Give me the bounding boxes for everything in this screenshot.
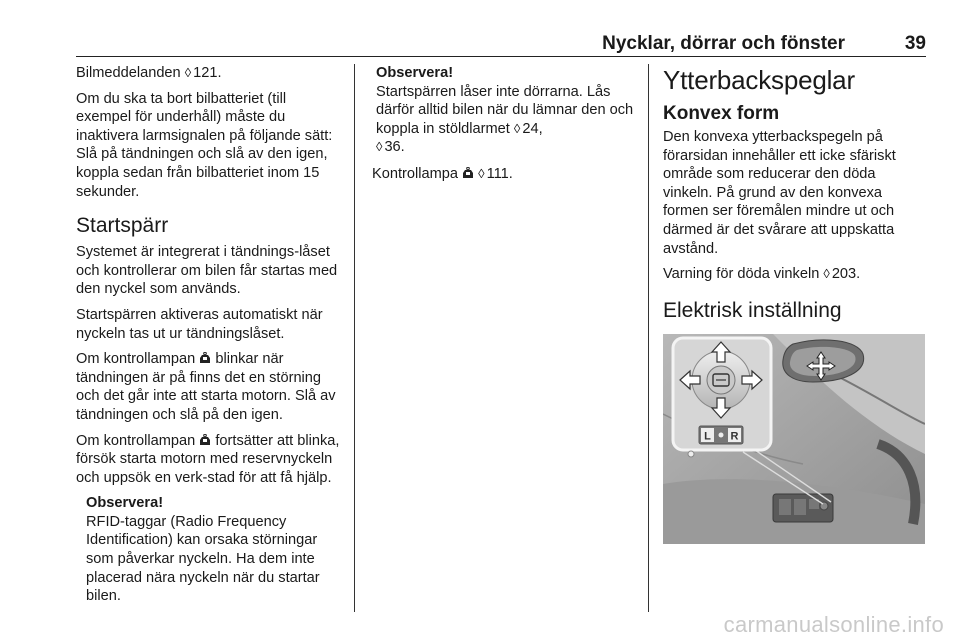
paragraph: Den konvexa ytterbackspegeln på förarsidan innehåller ett icke sfäriskt område som reducerar den döda vinkeln. På grund av den konvexa formen ser föremålen mindre ut och därmed är det svårare att uppskatta avstånd.: [663, 129, 896, 257]
note-text: RFID-taggar (Radio Frequency Identification) kan orsaka störningar som påverkar nyckeln. Ha dem inte placerad nära nyckeln när du startar bilen.: [86, 513, 320, 605]
cross-reference-icon: ◊: [184, 65, 192, 80]
page-reference[interactable]: 111.: [486, 165, 513, 182]
left-mirror-label: L: [704, 430, 711, 443]
running-header-title: Nycklar, dörrar och fönster: [602, 33, 845, 54]
paragraph: Bilmeddelanden ◊ 121.: [76, 65, 222, 81]
note-box: [376, 64, 642, 157]
header-rule: [76, 56, 926, 57]
page-reference[interactable]: 24,: [522, 120, 543, 137]
mirror-adjust-figure: [663, 334, 925, 544]
column-left: [76, 64, 344, 614]
page-reference[interactable]: 36.: [384, 139, 405, 156]
cross-reference-icon: ◊: [478, 165, 485, 181]
note-heading: Observera!: [376, 65, 454, 81]
paragraph: Startspärren aktiveras automatiskt när nyckeln tas ut ur tändningslåset.: [76, 306, 323, 342]
subheading-convex: Konvex form: [663, 103, 780, 124]
paragraph: Varning för döda vinkeln ◊ 203.: [663, 266, 861, 283]
watermark: carmanualsonline.info: [723, 612, 944, 637]
immobiliser-lamp-icon: [199, 352, 211, 364]
paragraph: Systemet är integrerat i tändnings-låset och kontrollerar om bilen får startas med den nyckel som används.: [76, 244, 338, 298]
note-heading: Observera!: [86, 495, 164, 512]
column-middle: [372, 64, 642, 191]
cross-reference-icon: ◊: [823, 266, 830, 282]
section-heading: Elektrisk inställning: [663, 298, 842, 322]
column-right: [663, 64, 927, 544]
page-number: 39: [904, 33, 926, 54]
mirror-control-illustration: [663, 334, 925, 544]
cross-reference-icon: ◊: [513, 120, 521, 136]
paragraph: Om kontrollampan blinkar när tändningen är på finns det en störning och det går inte att starta motorn. Slå av tändningen och slå på den igen.: [76, 351, 336, 423]
page-reference[interactable]: 121.: [193, 65, 222, 81]
chapter-heading: Ytterbackspeglar: [663, 65, 855, 95]
paragraph: Om du ska ta bort bilbatteriet (till exempel för underhåll) måste du inaktivera larmsignalen på följande sätt: Slå på tändningen och slå av den igen, koppla sedan från bilbatteriet inom 15 sekunder.: [76, 90, 333, 200]
paragraph: Om kontrollampan fortsätter att blinka, försök starta motorn med reservnyckeln och uppsök en verk-stad för att få hjälp.: [76, 432, 340, 486]
page-reference[interactable]: 203.: [831, 266, 861, 283]
immobiliser-lamp-icon: [462, 167, 474, 179]
note-text: Startspärren låser inte dörrarna. Lås därför alltid bilen när du lämnar den och koppla in stöldlarmet ◊ 24, ◊ 36.: [376, 83, 634, 156]
section-heading: Startspärr: [76, 214, 169, 238]
immobiliser-lamp-icon: [199, 434, 211, 446]
column-divider: [354, 64, 355, 612]
note-box: [86, 494, 344, 606]
paragraph: Kontrollampa ◊ 111.: [372, 165, 513, 182]
column-divider: [648, 64, 649, 612]
cross-reference-icon: ◊: [376, 139, 383, 155]
right-mirror-label: R: [730, 430, 739, 443]
